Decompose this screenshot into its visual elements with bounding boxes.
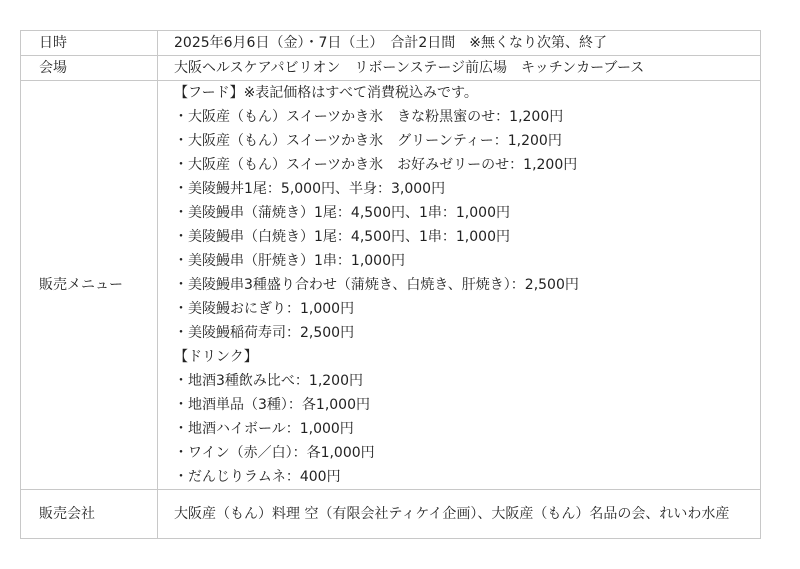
event-info-table [20, 30, 761, 539]
table-row-company [21, 490, 761, 539]
menu-value [158, 81, 761, 490]
menu-line: ・だんじりラムネ：400円 [174, 469, 341, 485]
table-row-venue [21, 56, 761, 81]
venue-label: 会場 [21, 56, 158, 81]
menu-line: 【フード】※表記価格はすべて消費税込みです。 [174, 85, 478, 101]
menu-line: ・ワイン（赤／白）：各1,000円 [174, 445, 375, 461]
menu-line: ・地酒3種飲み比べ：1,200円 [174, 373, 363, 389]
date-value: 2025年6月6日（金）・7日（土） 合計2日間 ※無くなり次第、終了 [158, 31, 761, 56]
menu-line: 【ドリンク】 [174, 349, 258, 365]
menu-line: ・美陵鰻串（肝焼き）1串：1,000円 [174, 253, 405, 269]
date-label: 日時 [21, 31, 158, 56]
menu-line: ・大阪産（もん）スイーツかき氷 お好みゼリーのせ：1,200円 [174, 157, 578, 173]
company-value [158, 490, 761, 539]
menu-line: ・美陵鰻串（白焼き）1尾：4,500円、1串：1,000円 [174, 229, 510, 245]
menu-line: ・地酒ハイボール：1,000円 [174, 421, 354, 437]
table-row-date [21, 31, 761, 56]
menu-line: ・美陵鰻串（蒲焼き）1尾：4,500円、1串：1,000円 [174, 205, 510, 221]
menu-line: ・大阪産（もん）スイーツかき氷 グリーンティー：1,200円 [174, 133, 562, 149]
company-text: 大阪産（もん）料理 空（有限会社ティケイ企画）、大阪産（もん）名品の会、れいわ水産 [174, 506, 730, 522]
menu-line: ・美陵鰻おにぎり：1,000円 [174, 301, 355, 317]
venue-value: 大阪ヘルスケアパビリオン リボーンステージ前広場 キッチンカーブース [158, 56, 761, 81]
menu-line: ・地酒単品（3種）：各1,000円 [174, 397, 370, 413]
menu-line: ・大阪産（もん）スイーツかき氷 きな粉黒蜜のせ：1,200円 [174, 109, 564, 125]
menu-line: ・美陵鰻稲荷寿司：2,500円 [174, 325, 355, 341]
menu-label: 販売メニュー [21, 81, 158, 490]
table-row-menu [21, 81, 761, 490]
company-label: 販売会社 [21, 490, 158, 539]
menu-line: ・美陵鰻丼1尾：5,000円、半身：3,000円 [174, 181, 446, 197]
menu-line: ・美陵鰻串3種盛り合わせ（蒲焼き、白焼き、肝焼き）：2,500円 [174, 277, 579, 293]
